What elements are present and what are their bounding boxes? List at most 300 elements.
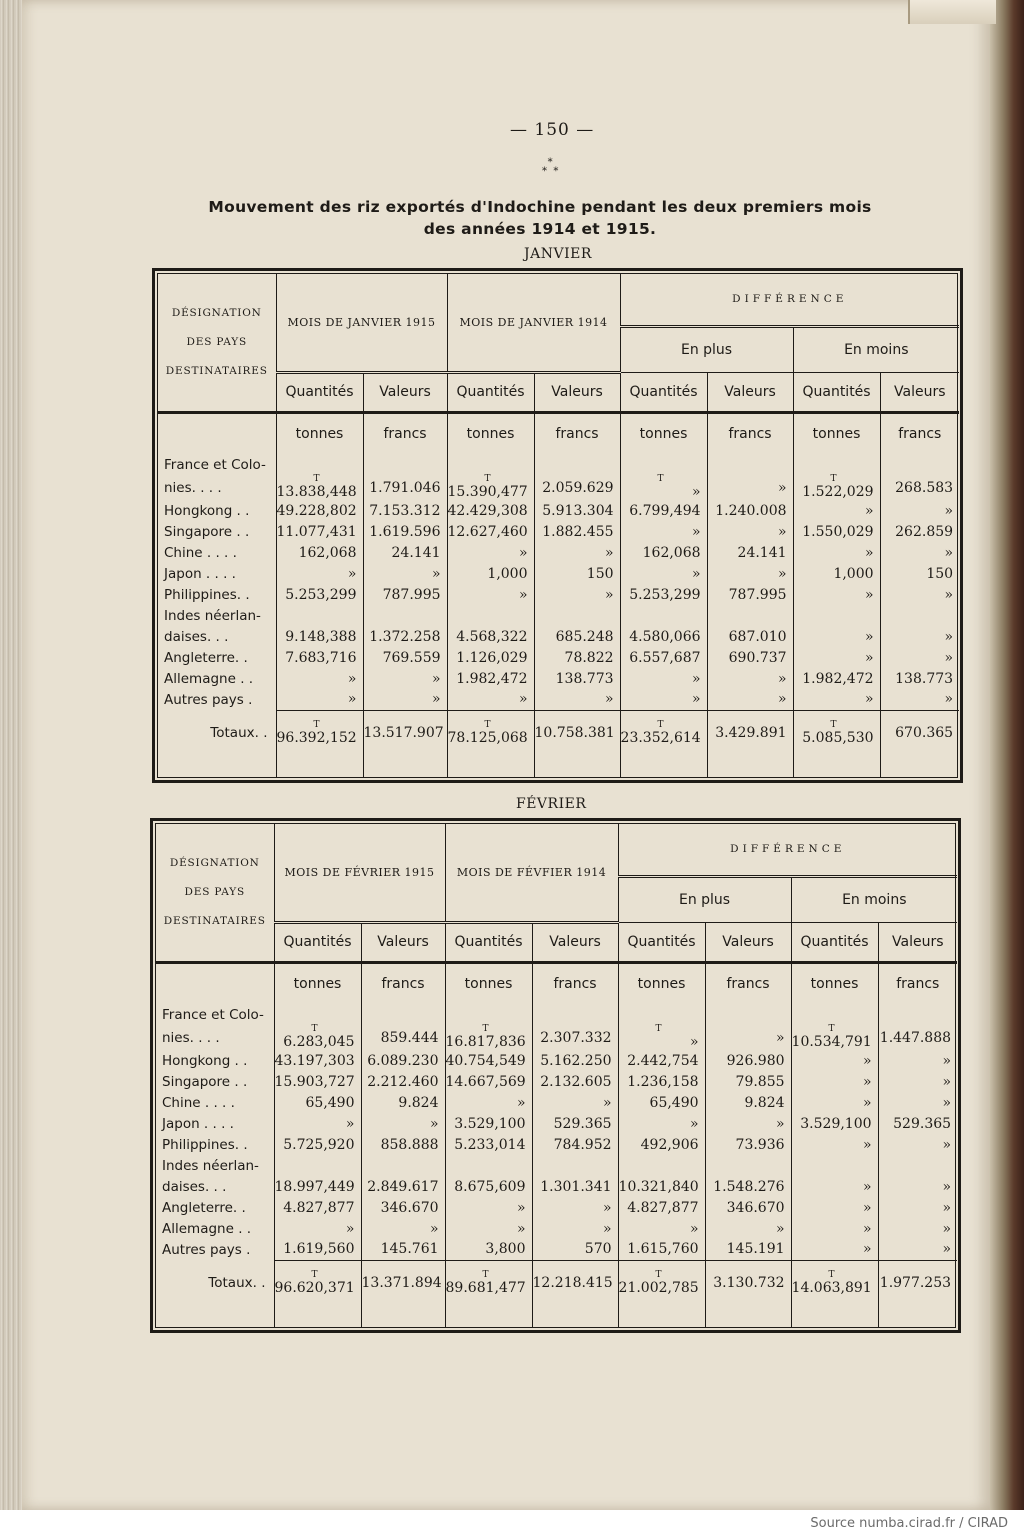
cell-value: 1.240.008 bbox=[715, 502, 787, 519]
cell-value: » bbox=[691, 691, 701, 708]
cell-value: 1,000 bbox=[487, 565, 528, 582]
cell-value: 9.824 bbox=[398, 1094, 439, 1111]
cell-value: » bbox=[862, 1052, 872, 1069]
total-cell bbox=[707, 710, 793, 756]
cell-value: 2.442,754 bbox=[627, 1052, 699, 1069]
cell-value: » bbox=[604, 586, 614, 603]
cell-value: 13.838,448 bbox=[276, 484, 357, 500]
country-name: Japon . . . . bbox=[162, 1115, 234, 1132]
table-cell bbox=[276, 475, 363, 500]
filler-row bbox=[156, 1306, 957, 1327]
country-name: daises. . . bbox=[162, 1178, 227, 1195]
header-row-1 bbox=[158, 274, 959, 326]
table-cell bbox=[445, 1218, 532, 1239]
valeurs-header: Valeurs bbox=[532, 922, 618, 962]
country-name: Philippines. . bbox=[164, 586, 250, 603]
table-cell bbox=[878, 1071, 957, 1092]
cell-value: 787.995 bbox=[728, 586, 787, 603]
table-cell bbox=[534, 626, 620, 647]
table-cell bbox=[791, 1071, 878, 1092]
table-cell bbox=[534, 647, 620, 668]
table-cell bbox=[880, 647, 959, 668]
table-cell bbox=[791, 1218, 878, 1239]
cell-value: » bbox=[602, 1220, 612, 1237]
cell-value: » bbox=[518, 544, 528, 561]
cell-value: » bbox=[775, 1220, 785, 1237]
table-cell bbox=[532, 1092, 618, 1113]
cell-value: » bbox=[864, 586, 874, 603]
table-cell bbox=[878, 1025, 957, 1050]
book-page-stack bbox=[0, 0, 22, 1510]
table-cell bbox=[793, 542, 880, 563]
tonnage-mark: T bbox=[484, 474, 491, 484]
table-row bbox=[156, 1239, 957, 1260]
table-cell bbox=[880, 626, 959, 647]
cell-value: 2.212.460 bbox=[367, 1073, 439, 1090]
total-value: 670.365 bbox=[895, 725, 954, 742]
table-cell bbox=[532, 1004, 618, 1025]
cell-value: » bbox=[944, 502, 954, 519]
table-cell bbox=[534, 500, 620, 521]
unit-francs: francs bbox=[532, 962, 618, 1004]
country-name: Autres pays . bbox=[164, 691, 253, 708]
table-cell bbox=[791, 1050, 878, 1071]
table-cell bbox=[363, 689, 447, 710]
header-row-3 bbox=[156, 922, 957, 962]
table-cell bbox=[791, 1197, 878, 1218]
table-cell bbox=[880, 542, 959, 563]
cell-value: » bbox=[864, 544, 874, 561]
cell-value: 78.822 bbox=[564, 649, 614, 666]
col-1915-header-label: MOIS DE JANVIER 1915 bbox=[287, 315, 436, 329]
table-row bbox=[156, 1218, 957, 1239]
table-row bbox=[158, 626, 959, 647]
janvier-data-table bbox=[158, 274, 959, 777]
table-cell bbox=[445, 1197, 532, 1218]
cell-value: 1.791.046 bbox=[369, 479, 441, 496]
cell-value: » bbox=[862, 1220, 872, 1237]
table-cell bbox=[534, 689, 620, 710]
table-cell bbox=[878, 1004, 957, 1025]
table-cell bbox=[707, 521, 793, 542]
tonnage-mark: T bbox=[313, 474, 320, 484]
designation-header bbox=[156, 824, 274, 962]
cell-value: 1.522,029 bbox=[802, 484, 874, 500]
header-row-1 bbox=[156, 824, 957, 876]
cell-value: 1.882.455 bbox=[542, 523, 614, 540]
cell-value: » bbox=[942, 1094, 952, 1111]
country-name: France et Colo- bbox=[164, 456, 266, 473]
units-spacer bbox=[156, 962, 274, 1004]
total-value: 1.977.253 bbox=[879, 1275, 952, 1292]
cell-value: 79.855 bbox=[735, 1073, 785, 1090]
total-cell bbox=[878, 1260, 957, 1306]
cell-value: 49.228,802 bbox=[276, 502, 357, 519]
cell-value: 784.952 bbox=[553, 1136, 612, 1153]
table-cell bbox=[363, 521, 447, 542]
table-cell bbox=[705, 1050, 791, 1071]
table-cell bbox=[618, 1155, 705, 1176]
cell-value: 1.126,029 bbox=[456, 649, 528, 666]
cell-value: 43.197,303 bbox=[274, 1052, 355, 1069]
table-cell bbox=[274, 1004, 361, 1025]
cell-value: 268.583 bbox=[895, 479, 954, 496]
table-cell bbox=[620, 584, 707, 605]
total-cell bbox=[880, 710, 959, 756]
cell-value: 5.725,920 bbox=[283, 1136, 355, 1153]
tonnage-mark: T bbox=[830, 474, 837, 484]
tonnage-mark: T bbox=[830, 719, 837, 730]
total-value: 12.218.415 bbox=[532, 1275, 613, 1292]
cell-value: 2.849.617 bbox=[367, 1178, 439, 1195]
table-row bbox=[156, 1134, 957, 1155]
cell-value: 9.824 bbox=[744, 1094, 785, 1111]
document-title bbox=[150, 196, 930, 240]
table-cell bbox=[705, 1155, 791, 1176]
table-cell bbox=[793, 475, 880, 500]
country-name: nies. . . . bbox=[164, 479, 222, 496]
cell-value: » bbox=[942, 1136, 952, 1153]
cell-value: » bbox=[942, 1220, 952, 1237]
table-cell bbox=[361, 1050, 445, 1071]
cell-value: 42.429,308 bbox=[447, 502, 528, 519]
table-cell bbox=[618, 1176, 705, 1197]
filler-cell bbox=[274, 1306, 361, 1327]
valeurs-header: Valeurs bbox=[878, 922, 957, 962]
table-cell bbox=[445, 1050, 532, 1071]
cell-value: 346.670 bbox=[380, 1199, 439, 1216]
tonnage-mark: T bbox=[657, 474, 664, 484]
cell-value: 6.557,687 bbox=[629, 649, 701, 666]
filler-cell bbox=[361, 1306, 445, 1327]
table-cell bbox=[620, 689, 707, 710]
filler-cell bbox=[445, 1306, 532, 1327]
table-cell bbox=[620, 500, 707, 521]
country-name: Allemagne . . bbox=[162, 1220, 252, 1237]
table-cell bbox=[880, 475, 959, 500]
cell-value: 162,068 bbox=[298, 544, 357, 561]
cell-value: 1.615,760 bbox=[627, 1241, 699, 1258]
table-row bbox=[158, 647, 959, 668]
total-cell bbox=[793, 710, 880, 756]
unit-tonnes: tonnes bbox=[445, 962, 532, 1004]
unit-francs: francs bbox=[705, 962, 791, 1004]
cell-value: » bbox=[862, 1178, 872, 1195]
cell-value: » bbox=[944, 691, 954, 708]
table-cell bbox=[705, 1025, 791, 1050]
table-cell bbox=[707, 454, 793, 475]
title-line-2: des années 1914 et 1915. bbox=[423, 220, 657, 238]
table-cell bbox=[791, 1155, 878, 1176]
table-cell bbox=[791, 1134, 878, 1155]
designation-header-line: DÉSIGNATION bbox=[169, 856, 260, 869]
table-cell bbox=[445, 1092, 532, 1113]
table-cell bbox=[534, 563, 620, 584]
cell-value: » bbox=[864, 691, 874, 708]
table-cell bbox=[445, 1004, 532, 1025]
tonnage-mark: T bbox=[484, 719, 491, 730]
cell-value: » bbox=[604, 691, 614, 708]
cell-value: » bbox=[345, 1115, 355, 1132]
cell-value: » bbox=[775, 1115, 785, 1132]
country-name: Singapore . . bbox=[164, 523, 250, 540]
table-row bbox=[156, 1197, 957, 1218]
units-spacer bbox=[158, 412, 276, 454]
cell-value: 40.754,549 bbox=[445, 1052, 526, 1069]
table-cell bbox=[534, 454, 620, 475]
filler-cell bbox=[534, 756, 620, 777]
table-cell bbox=[791, 1113, 878, 1134]
cell-value: 1.372.258 bbox=[369, 628, 441, 645]
page-tab bbox=[908, 0, 996, 24]
total-cell bbox=[620, 710, 707, 756]
table-cell bbox=[276, 647, 363, 668]
table-cell bbox=[880, 521, 959, 542]
table-cell bbox=[620, 542, 707, 563]
country-name: daises. . . bbox=[164, 628, 229, 645]
cell-value: » bbox=[347, 670, 357, 687]
cell-value: » bbox=[689, 1115, 699, 1132]
table-cell bbox=[445, 1155, 532, 1176]
table-cell bbox=[620, 475, 707, 500]
table-cell bbox=[618, 1134, 705, 1155]
cell-value: » bbox=[777, 565, 787, 582]
table-cell bbox=[705, 1197, 791, 1218]
cell-value: 1.982,472 bbox=[456, 670, 528, 687]
quantites-header: Quantités bbox=[447, 372, 534, 412]
cell-value: » bbox=[944, 544, 954, 561]
quantites-header: Quantités bbox=[620, 372, 707, 412]
table-cell bbox=[361, 1155, 445, 1176]
fevrier-table-frame bbox=[150, 818, 961, 1333]
table-cell bbox=[620, 668, 707, 689]
table-cell bbox=[276, 668, 363, 689]
table-cell bbox=[534, 521, 620, 542]
table-cell bbox=[793, 626, 880, 647]
col-1915-header bbox=[276, 274, 447, 372]
cell-value: 3.529,100 bbox=[454, 1115, 526, 1132]
total-cell bbox=[705, 1260, 791, 1306]
table-cell bbox=[361, 1134, 445, 1155]
cell-value: » bbox=[431, 670, 441, 687]
table-cell bbox=[447, 626, 534, 647]
table-cell bbox=[793, 668, 880, 689]
table-row bbox=[156, 1113, 957, 1134]
table-cell bbox=[447, 542, 534, 563]
table-cell bbox=[363, 563, 447, 584]
table-cell bbox=[707, 475, 793, 500]
quantites-header: Quantités bbox=[618, 922, 705, 962]
total-value: 89.681,477 bbox=[445, 1279, 526, 1296]
quantites-header: Quantités bbox=[274, 922, 361, 962]
valeurs-header: Valeurs bbox=[361, 922, 445, 962]
table-cell bbox=[620, 454, 707, 475]
table-row bbox=[158, 605, 959, 626]
cell-value: 6.799,494 bbox=[629, 502, 701, 519]
tonnage-mark: T bbox=[313, 719, 320, 730]
table-cell bbox=[274, 1176, 361, 1197]
janvier-table bbox=[157, 273, 958, 778]
cell-value: 14.667,569 bbox=[445, 1073, 526, 1090]
quantites-header: Quantités bbox=[445, 922, 532, 962]
table-row bbox=[156, 1071, 957, 1092]
cell-value: » bbox=[689, 1034, 699, 1050]
table-cell bbox=[791, 1004, 878, 1025]
cell-value: » bbox=[777, 523, 787, 540]
table-cell bbox=[880, 689, 959, 710]
total-value: 3.130.732 bbox=[713, 1275, 785, 1292]
table-cell bbox=[274, 1218, 361, 1239]
unit-tonnes: tonnes bbox=[276, 412, 363, 454]
table-cell bbox=[447, 500, 534, 521]
table-row bbox=[156, 1050, 957, 1071]
section-separator-stars: * * * bbox=[542, 157, 559, 177]
total-cell bbox=[361, 1260, 445, 1306]
en-moins-header: En moins bbox=[793, 326, 959, 372]
table-row bbox=[156, 1004, 957, 1025]
country-name: Hongkong . . bbox=[162, 1052, 248, 1069]
table-row bbox=[158, 454, 959, 475]
quantites-header: Quantités bbox=[276, 372, 363, 412]
table-cell bbox=[793, 454, 880, 475]
table-cell bbox=[793, 584, 880, 605]
cell-value: » bbox=[862, 1241, 872, 1258]
valeurs-header: Valeurs bbox=[363, 372, 447, 412]
unit-tonnes: tonnes bbox=[620, 412, 707, 454]
designation-header-line: DES PAYS bbox=[186, 335, 247, 348]
cell-value: » bbox=[942, 1073, 952, 1090]
table-row bbox=[158, 668, 959, 689]
table-row bbox=[156, 1025, 957, 1050]
table-cell bbox=[274, 1134, 361, 1155]
tonnage-mark: T bbox=[311, 1024, 318, 1034]
cell-value: » bbox=[516, 1220, 526, 1237]
filler-cell bbox=[707, 756, 793, 777]
cell-value: » bbox=[691, 565, 701, 582]
filler-cell bbox=[791, 1306, 878, 1327]
table-cell bbox=[707, 605, 793, 626]
cell-value: 1.550,029 bbox=[802, 523, 874, 540]
table-cell bbox=[447, 454, 534, 475]
cell-value: 18.997,449 bbox=[274, 1178, 355, 1195]
unit-tonnes: tonnes bbox=[791, 962, 878, 1004]
units-row bbox=[156, 962, 957, 1004]
cell-value: 5.253,299 bbox=[629, 586, 701, 603]
table-cell bbox=[707, 584, 793, 605]
cell-value: » bbox=[864, 649, 874, 666]
table-cell bbox=[363, 584, 447, 605]
table-cell bbox=[707, 626, 793, 647]
country-name: Singapore . . bbox=[162, 1073, 248, 1090]
cell-value: 5.233,014 bbox=[454, 1136, 526, 1153]
table-cell bbox=[534, 605, 620, 626]
filler-row bbox=[158, 756, 959, 777]
cell-value: 529.365 bbox=[893, 1115, 952, 1132]
table-cell bbox=[447, 647, 534, 668]
table-cell bbox=[620, 647, 707, 668]
table-cell bbox=[878, 1155, 957, 1176]
filler-cell bbox=[878, 1306, 957, 1327]
table-cell bbox=[276, 584, 363, 605]
cell-value: 2.307.332 bbox=[540, 1029, 612, 1046]
units-row bbox=[158, 412, 959, 454]
table-cell bbox=[276, 605, 363, 626]
table-cell bbox=[878, 1218, 957, 1239]
total-value: 96.392,152 bbox=[276, 729, 357, 746]
title-line-1: Mouvement des riz exportés d'Indochine pendant les deux premiers mois bbox=[208, 198, 872, 216]
total-cell bbox=[618, 1260, 705, 1306]
total-value: 14.063,891 bbox=[791, 1279, 872, 1296]
cell-value: » bbox=[862, 1199, 872, 1216]
unit-francs: francs bbox=[878, 962, 957, 1004]
total-value: 13.517.907 bbox=[363, 725, 444, 742]
designation-header bbox=[158, 274, 276, 412]
table-cell bbox=[361, 1113, 445, 1134]
cell-value: 4.580,066 bbox=[629, 628, 701, 645]
tonnage-mark: T bbox=[657, 719, 664, 730]
cell-value: 15.903,727 bbox=[274, 1073, 355, 1090]
valeurs-header: Valeurs bbox=[880, 372, 959, 412]
table-cell bbox=[276, 500, 363, 521]
table-cell bbox=[363, 500, 447, 521]
totals-label: Totaux. . bbox=[208, 1275, 266, 1291]
cell-value: 150 bbox=[926, 565, 954, 582]
table-cell bbox=[620, 605, 707, 626]
designation-header-line: DESTINATAIRES bbox=[163, 914, 266, 927]
unit-francs: francs bbox=[534, 412, 620, 454]
table-row bbox=[158, 563, 959, 584]
table-cell bbox=[880, 605, 959, 626]
table-cell bbox=[618, 1025, 705, 1050]
difference-header: DIFFÉRENCE bbox=[618, 824, 957, 876]
table-cell bbox=[620, 521, 707, 542]
cell-value: 2.132.605 bbox=[540, 1073, 612, 1090]
table-row bbox=[156, 1092, 957, 1113]
country-name: Allemagne . . bbox=[164, 670, 254, 687]
table-cell bbox=[447, 584, 534, 605]
cell-value: » bbox=[944, 628, 954, 645]
table-cell bbox=[618, 1239, 705, 1260]
en-moins-header: En moins bbox=[791, 876, 957, 922]
cell-value: » bbox=[691, 484, 701, 500]
designation-header-line: DÉSIGNATION bbox=[171, 306, 262, 319]
cell-value: » bbox=[604, 544, 614, 561]
unit-francs: francs bbox=[880, 412, 959, 454]
table-cell bbox=[878, 1134, 957, 1155]
cell-value: 262.859 bbox=[895, 523, 954, 540]
table-cell bbox=[445, 1113, 532, 1134]
table-cell bbox=[793, 605, 880, 626]
country-name: Indes néerlan- bbox=[164, 607, 261, 624]
table-cell bbox=[276, 626, 363, 647]
table-cell bbox=[878, 1176, 957, 1197]
cell-value: » bbox=[429, 1115, 439, 1132]
table-cell bbox=[707, 542, 793, 563]
table-cell bbox=[276, 521, 363, 542]
table-cell bbox=[878, 1197, 957, 1218]
cell-value: 10.534,791 bbox=[791, 1034, 872, 1050]
cell-value: » bbox=[347, 691, 357, 708]
cell-value: 145.191 bbox=[726, 1241, 785, 1258]
cell-value: » bbox=[864, 502, 874, 519]
cell-value: 769.559 bbox=[382, 649, 441, 666]
table-cell bbox=[880, 563, 959, 584]
cell-value: 5.913.304 bbox=[542, 502, 614, 519]
totals-row bbox=[156, 1260, 957, 1306]
table-cell bbox=[363, 542, 447, 563]
country-name: Chine . . . . bbox=[164, 544, 237, 561]
table-cell bbox=[276, 454, 363, 475]
